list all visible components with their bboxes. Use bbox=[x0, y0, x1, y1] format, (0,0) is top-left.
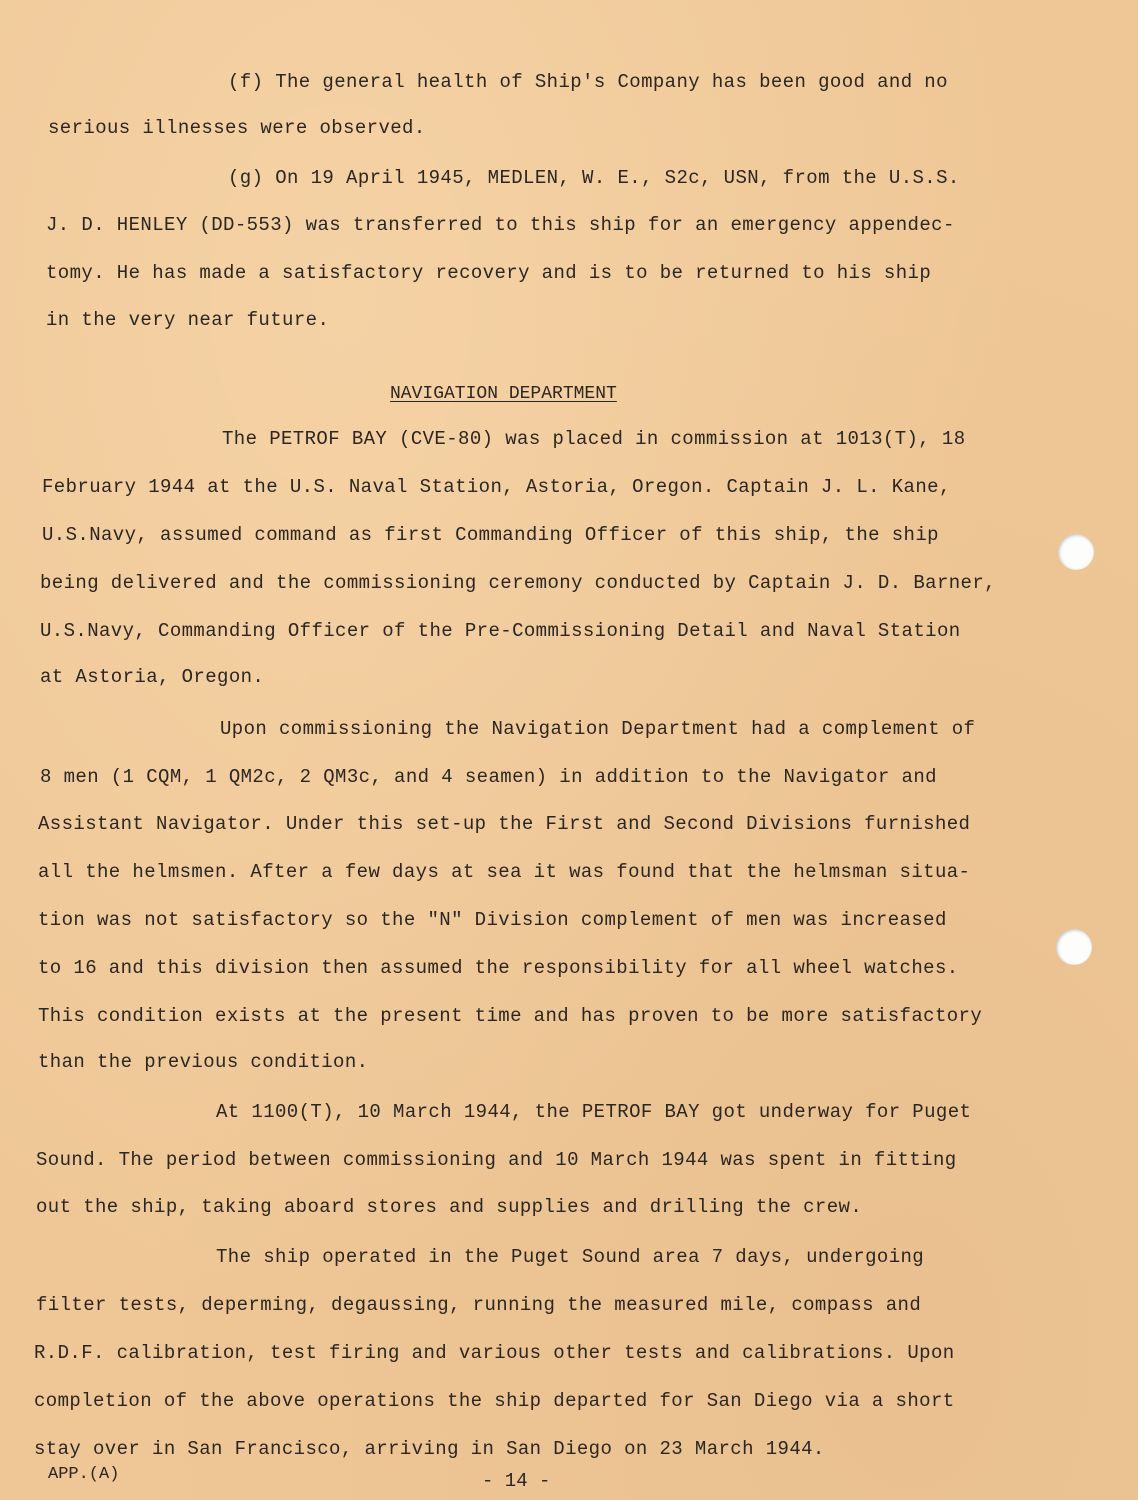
nav-paragraph-2-line-5: tion was not satisfactory so the "N" Division complement of men was increased bbox=[38, 909, 947, 931]
nav-paragraph-2-line-2: 8 men (1 CQM, 1 QM2c, 2 QM3c, and 4 seamen) in addition to the Navigator and bbox=[40, 766, 937, 788]
nav-paragraph-4-line-2: filter tests, deperming, degaussing, running the measured mile, compass and bbox=[36, 1294, 922, 1316]
nav-paragraph-2-line-6: to 16 and this division then assumed the responsibility for all wheel watches. bbox=[38, 957, 959, 979]
nav-paragraph-3-line-3: out the ship, taking aboard stores and supplies and drilling the crew. bbox=[36, 1196, 863, 1218]
nav-paragraph-4-line-3: R.D.F. calibration, test firing and various other tests and calibrations. Upon bbox=[34, 1342, 955, 1364]
nav-paragraph-1-line-6: at Astoria, Oregon. bbox=[40, 666, 265, 688]
punch-hole-upper bbox=[1058, 534, 1094, 570]
nav-paragraph-3-line-2: Sound. The period between commissioning and 10 March 1944 was spent in fitting bbox=[36, 1149, 957, 1171]
nav-paragraph-1-line-4: being delivered and the commissioning ceremony conducted by Captain J. D. Barner, bbox=[40, 572, 996, 594]
appendix-label: APP.(A) bbox=[48, 1465, 120, 1484]
nav-paragraph-4-line-1: The ship operated in the Puget Sound area 7 days, undergoing bbox=[216, 1246, 925, 1268]
nav-paragraph-1-line-2: February 1944 at the U.S. Naval Station, Astoria, Oregon. Captain J. L. Kane, bbox=[42, 476, 951, 498]
paragraph-f-line-1: (f) The general health of Ship's Company has been good and no bbox=[228, 71, 948, 93]
paragraph-g-line-3: tomy. He has made a satisfactory recovery and is to be returned to his ship bbox=[46, 262, 932, 284]
nav-paragraph-2-line-8: than the previous condition. bbox=[38, 1051, 369, 1073]
paragraph-g-line-1: (g) On 19 April 1945, MEDLEN, W. E., S2c, USN, from the U.S.S. bbox=[228, 167, 960, 189]
nav-paragraph-2-line-3: Assistant Navigator. Under this set-up the First and Second Divisions furnished bbox=[38, 813, 971, 835]
nav-paragraph-1-line-1: The PETROF BAY (CVE-80) was placed in commission at 1013(T), 18 bbox=[222, 428, 966, 450]
paragraph-g-line-2: J. D. HENLEY (DD-553) was transferred to this ship for an emergency appendec- bbox=[46, 214, 955, 236]
nav-paragraph-2-line-7: This condition exists at the present time and has proven to be more satisfactory bbox=[38, 1005, 983, 1027]
paragraph-g-line-4: in the very near future. bbox=[46, 309, 330, 331]
punch-hole-lower bbox=[1056, 929, 1092, 965]
nav-paragraph-1-line-5: U.S.Navy, Commanding Officer of the Pre-Commissioning Detail and Naval Station bbox=[40, 620, 961, 642]
page-number: - 14 - bbox=[482, 1470, 551, 1492]
nav-paragraph-3-line-1: At 1100(T), 10 March 1944, the PETROF BAY got underway for Puget bbox=[216, 1101, 972, 1123]
nav-paragraph-1-line-3: U.S.Navy, assumed command as first Commanding Officer of this ship, the ship bbox=[42, 524, 939, 546]
nav-paragraph-2-line-4: all the helmsmen. After a few days at sea it was found that the helmsman situa- bbox=[38, 861, 971, 883]
paragraph-f-line-2: serious illnesses were observed. bbox=[48, 117, 426, 139]
nav-paragraph-2-line-1: Upon commissioning the Navigation Department had a complement of bbox=[220, 718, 976, 740]
nav-paragraph-4-line-4: completion of the above operations the ship departed for San Diego via a short bbox=[34, 1390, 955, 1412]
section-heading: NAVIGATION DEPARTMENT bbox=[390, 384, 617, 404]
nav-paragraph-4-line-5: stay over in San Francisco, arriving in San Diego on 23 March 1944. bbox=[34, 1438, 825, 1460]
